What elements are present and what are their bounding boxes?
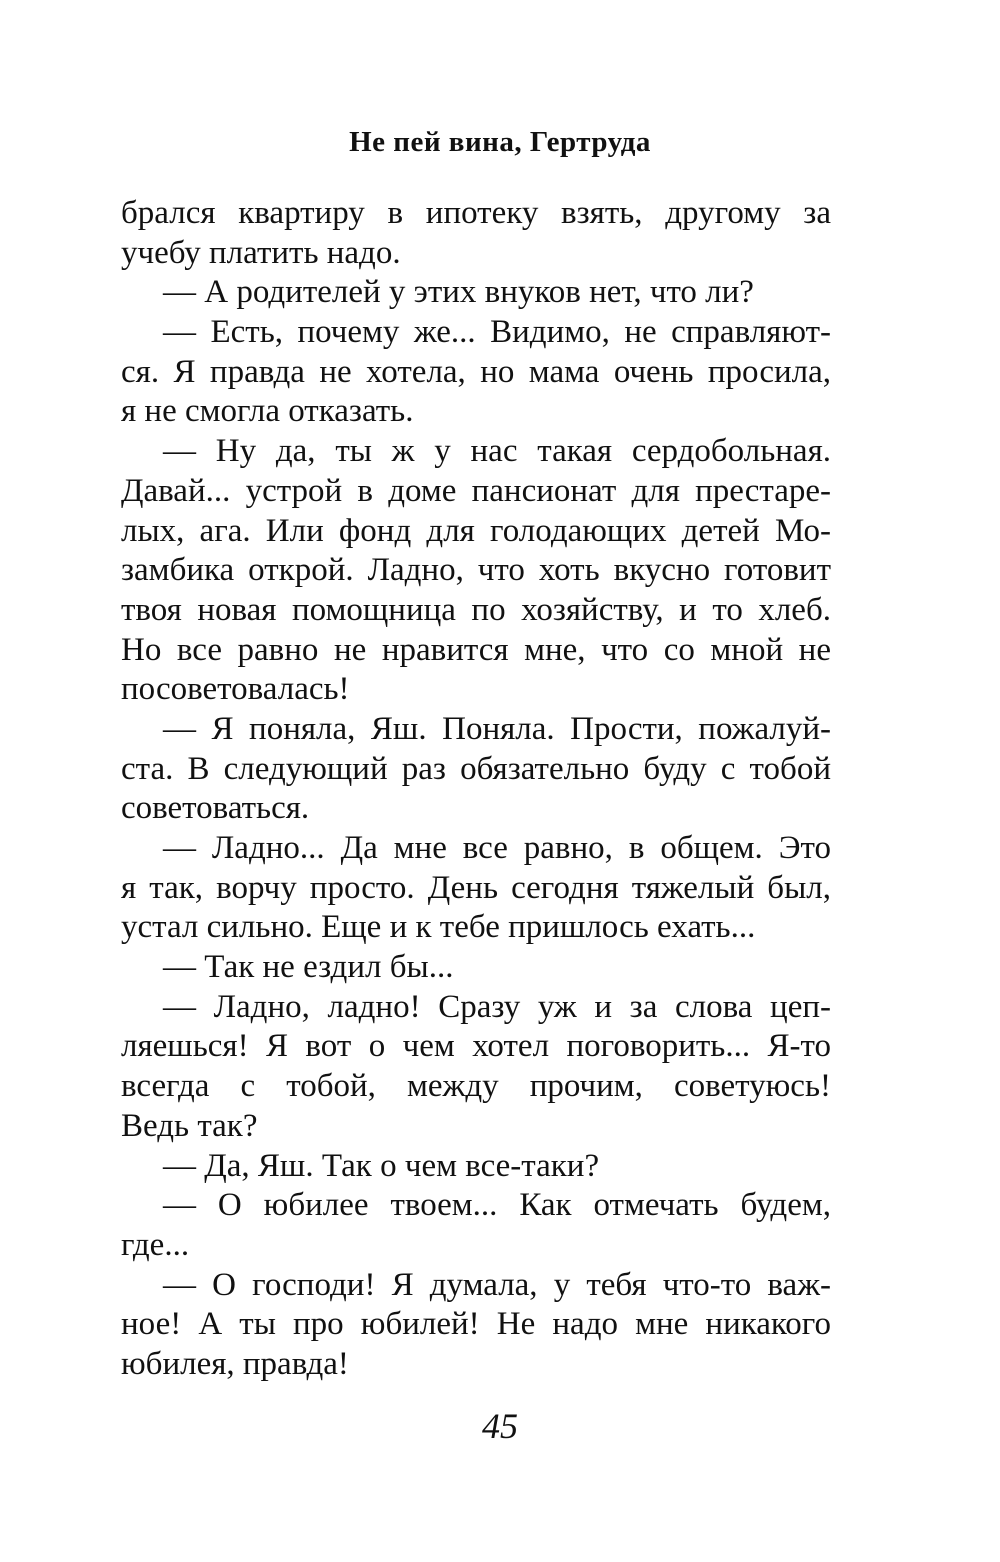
text-line: — О юбилее твоем... Как отмечать будем,: [163, 1187, 831, 1224]
text-line: советоваться.: [121, 790, 310, 827]
text-line: всегда с тобой, между прочим, советуюсь!: [121, 1068, 831, 1105]
text-line: я не смогла отказать.: [121, 393, 414, 430]
text-line: ста. В следующий раз обязательно буду с тобой: [121, 750, 831, 787]
text-line: лых, ага. Или фонд для голодающих детей Мо-: [121, 512, 831, 549]
running-title: Не пей вина, Гертруда: [349, 126, 651, 158]
text-line: я так, ворчу просто. День сегодня тяжелый был,: [121, 869, 831, 906]
text-line: — Ладно, ладно! Сразу уж и за слова цеп-: [163, 988, 831, 1025]
page-number: 45: [482, 1406, 518, 1446]
text-line: учебу платить надо.: [121, 234, 401, 271]
text-line: юбилея, правда!: [121, 1345, 349, 1382]
text-line: Но все равно не нравится мне, что со мной не: [121, 631, 831, 668]
text-line: — Ну да, ты ж у нас такая сердобольная.: [163, 433, 831, 470]
body-text: [121, 194, 831, 1385]
text-line: — Так не ездил бы...: [163, 949, 454, 986]
text-line: — Ладно... Да мне все равно, в общем. Это: [163, 830, 831, 866]
text-line: — А родителей у этих внуков нет, что ли?: [163, 274, 754, 311]
text-line: ное! А ты про юбилей! Не надо мне никакого: [121, 1306, 831, 1343]
text-line: замбика открой. Ладно, что хоть вкусно готовит: [121, 552, 831, 589]
text-line: — Есть, почему же... Видимо, не справляют-: [163, 314, 831, 351]
text-line: твоя новая помощница по хозяйству, и то хлеб.: [121, 591, 831, 628]
text-line: ляешься! Я вот о чем хотел поговорить... Я-то: [121, 1028, 831, 1065]
text-line: ся. Я правда не хотела, но мама очень просила,: [121, 353, 831, 390]
text-line: устал сильно. Еще и к тебе пришлось ехать...: [121, 909, 756, 946]
text-line: Ведь так?: [121, 1107, 258, 1144]
text-line: — Да, Яш. Так о чем все-таки?: [163, 1147, 600, 1184]
text-line: Давай... устрой в доме пансионат для престаре-: [121, 472, 831, 509]
text-line: — О господи! Я думала, у тебя что-то важ-: [163, 1266, 831, 1303]
text-line: посоветовалась!: [121, 671, 350, 708]
text-line: брался квартиру в ипотеку взять, другому за: [121, 195, 831, 231]
text-line: где...: [121, 1226, 190, 1263]
text-line: — Я поняла, Яш. Поняла. Прости, пожалуй-: [163, 710, 831, 747]
